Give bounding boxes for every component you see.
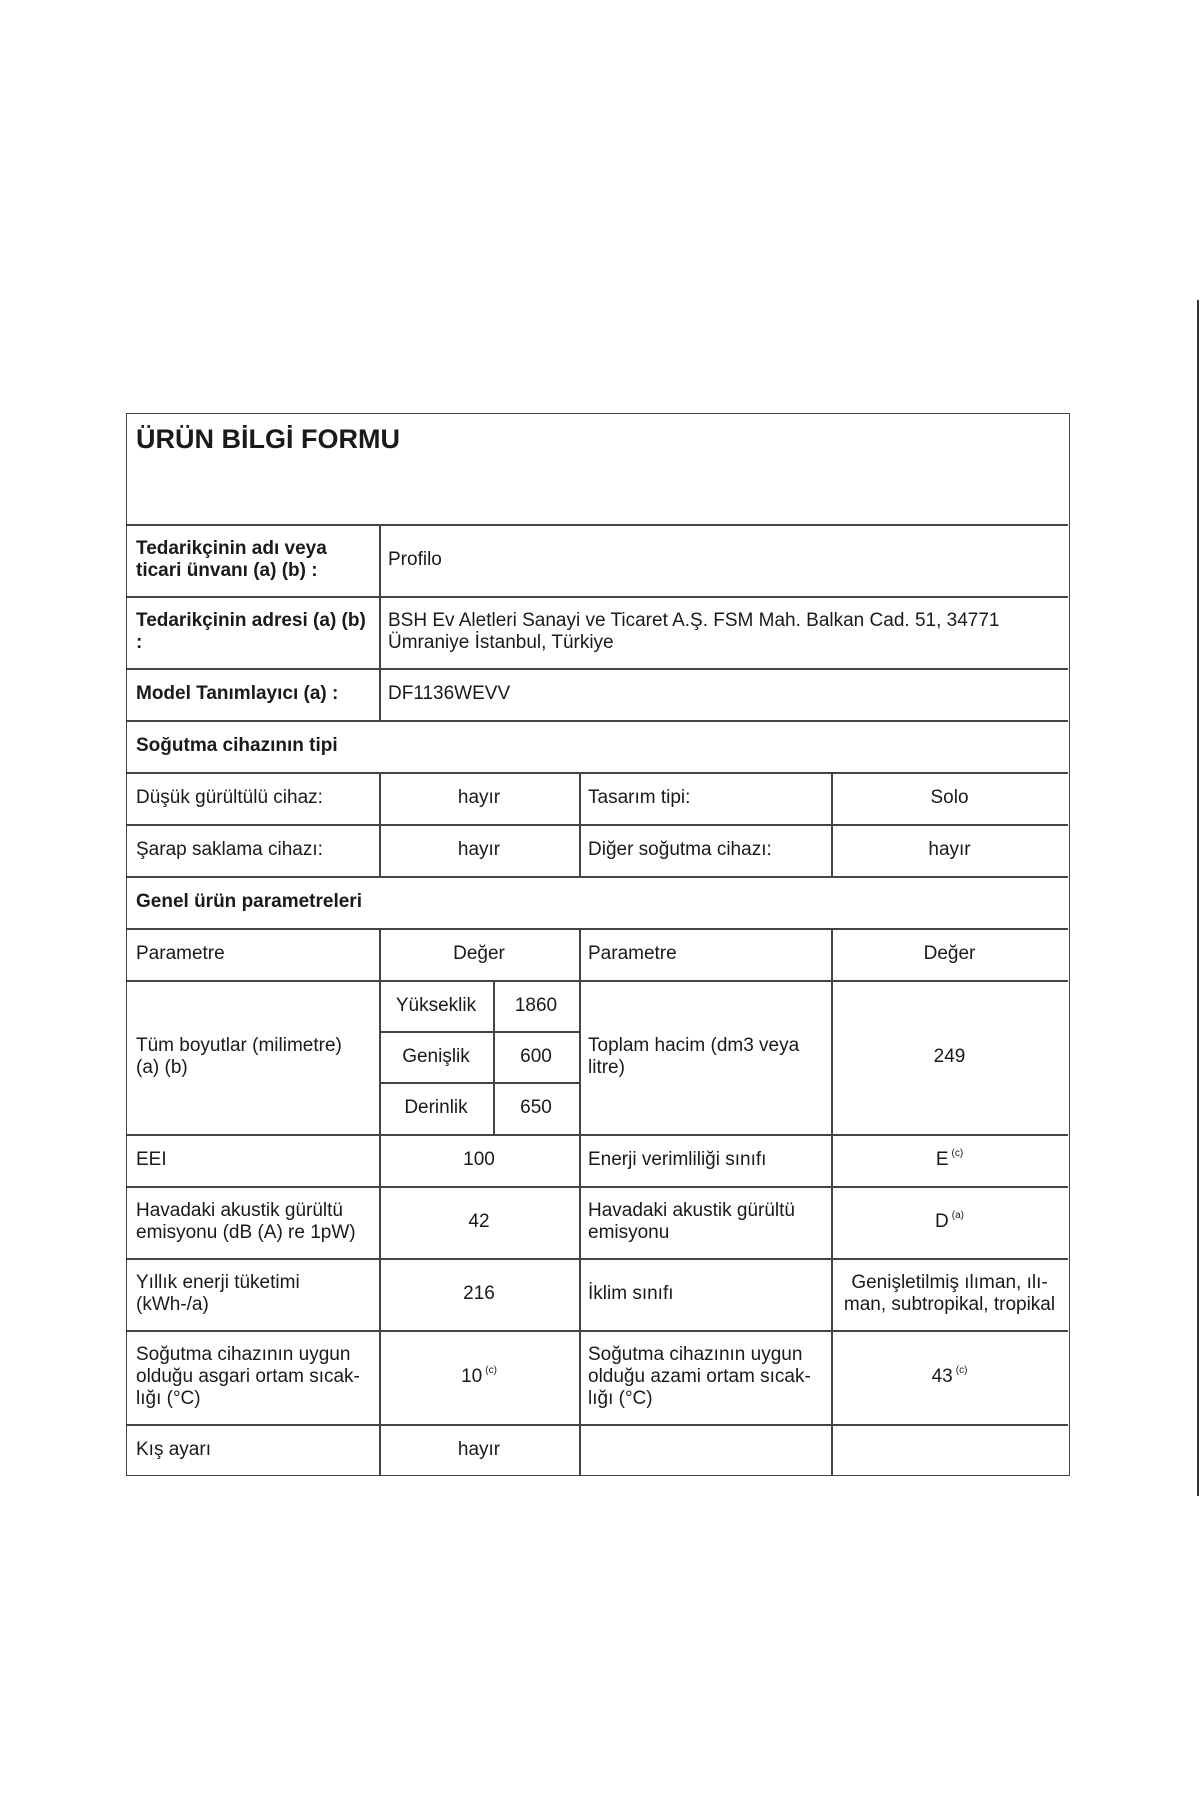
design-type-value: Solo [930, 787, 969, 808]
other-appliance-label: Diğer soğutma cihazı: [588, 839, 772, 860]
width-value: 600 [520, 1045, 552, 1067]
model-value: DF1136WEVV [388, 683, 511, 704]
other-appliance-value: hayır [928, 839, 971, 860]
wine-storage-label: Şarap saklama cihazı: [136, 839, 323, 860]
eei-label: EEI [136, 1149, 167, 1170]
row-divider [127, 1186, 1068, 1188]
parameter-header: Parametre [588, 943, 677, 964]
min-temp-value: 10 [461, 1366, 483, 1387]
value-header: Değer [453, 943, 505, 964]
winter-setting-label: Kış ayarı [136, 1438, 211, 1460]
row-divider [127, 980, 1068, 982]
min-temp-cell [379, 1330, 579, 1424]
row-divider [127, 524, 1068, 526]
max-temp-label: Soğutma cihazının uygun olduğu azami ortam sıcak-lığı (°C) [588, 1344, 811, 1409]
supplier-address-label: Tedarikçinin adresi (a) (b) : [136, 610, 366, 653]
row-divider [127, 876, 1068, 878]
depth-label: Derinlik [404, 1097, 468, 1118]
energy-class-label: Enerji verimliliği sınıfı [588, 1149, 767, 1170]
height-label: Yükseklik [395, 994, 477, 1016]
row-divider [127, 596, 1068, 598]
row-divider [127, 772, 1068, 774]
wine-storage-value: hayır [457, 839, 501, 860]
noise-class-cell [831, 1186, 1068, 1258]
width-label: Genişlik [402, 1045, 470, 1067]
section-general-parameters: Genel ürün parametreleri [136, 891, 362, 912]
noise-emission-value: 42 [468, 1211, 490, 1232]
min-temp-label: Soğutma cihazının uygun olduğu asgari ortam sıcak-lığı (°C) [136, 1344, 360, 1409]
row-divider [379, 1031, 579, 1033]
row-divider [127, 928, 1068, 930]
noise-class-note: (a) [951, 1210, 964, 1221]
row-divider [127, 668, 1068, 670]
climate-class-label: İklim sınıfı [588, 1283, 674, 1304]
product-information-form [126, 413, 1070, 1476]
total-volume-value: 249 [933, 1046, 966, 1067]
empty-cell [831, 1424, 1068, 1475]
energy-class-cell [831, 1134, 1068, 1186]
row-divider [127, 1134, 1068, 1136]
row-divider [127, 1258, 1068, 1260]
row-divider [379, 1082, 579, 1084]
noise-class-label: Havadaki akustik gürültü emisyonu [588, 1200, 795, 1243]
form-title: ÜRÜN BİLGİ FORMU [136, 424, 400, 454]
total-volume-label: Toplam hacim (dm3 veya litre) [588, 1035, 800, 1078]
energy-class-note: (c) [951, 1148, 964, 1159]
max-temp-value: 43 [931, 1366, 953, 1387]
climate-class-value: Genişletilmiş ılıman, ılı-man, subtropikal, tropikal [843, 1272, 1056, 1315]
max-temp-note: (c) [955, 1365, 968, 1376]
section-appliance-type: Soğutma cihazının tipi [136, 735, 338, 756]
dimensions-label: Tüm boyutlar (milimetre) (a) (b) [136, 1035, 342, 1078]
height-value: 1860 [514, 994, 558, 1016]
model-label: Model Tanımlayıcı (a) : [136, 683, 339, 704]
row-divider [127, 720, 1068, 722]
min-temp-note: (c) [485, 1365, 497, 1376]
eei-value: 100 [463, 1149, 495, 1170]
low-noise-label: Düşük gürültülü cihaz: [136, 787, 323, 808]
low-noise-value: hayır [457, 787, 501, 808]
supplier-name-value: Profilo [388, 549, 442, 570]
parameter-header: Parametre [136, 943, 225, 964]
row-divider [127, 1330, 1068, 1332]
row-divider [127, 824, 1068, 826]
supplier-name-label: Tedarikçinin adı veya ticari ünvanı (a) (b) : [136, 538, 327, 581]
value-header: Değer [923, 943, 976, 964]
page-edge-line [1197, 300, 1199, 1496]
supplier-address-value: BSH Ev Aletleri Sanayi ve Ticaret A.Ş. FSM Mah. Balkan Cad. 51, 34771 Ümraniye İstanbul, Türkiye [388, 610, 1000, 653]
row-divider [127, 1424, 1068, 1426]
noise-class-value: D [935, 1211, 949, 1232]
annual-energy-value: 216 [463, 1283, 495, 1304]
depth-value: 650 [520, 1097, 552, 1118]
winter-setting-value: hayır [457, 1438, 501, 1460]
annual-energy-label: Yıllık enerji tüketimi (kWh-/a) [136, 1272, 300, 1315]
design-type-label: Tasarım tipi: [588, 787, 691, 808]
empty-cell [579, 1424, 831, 1475]
max-temp-cell [831, 1330, 1068, 1424]
energy-class-value: E [935, 1149, 949, 1170]
noise-emission-label: Havadaki akustik gürültü emisyonu (dB (A) re 1pW) [136, 1200, 356, 1243]
